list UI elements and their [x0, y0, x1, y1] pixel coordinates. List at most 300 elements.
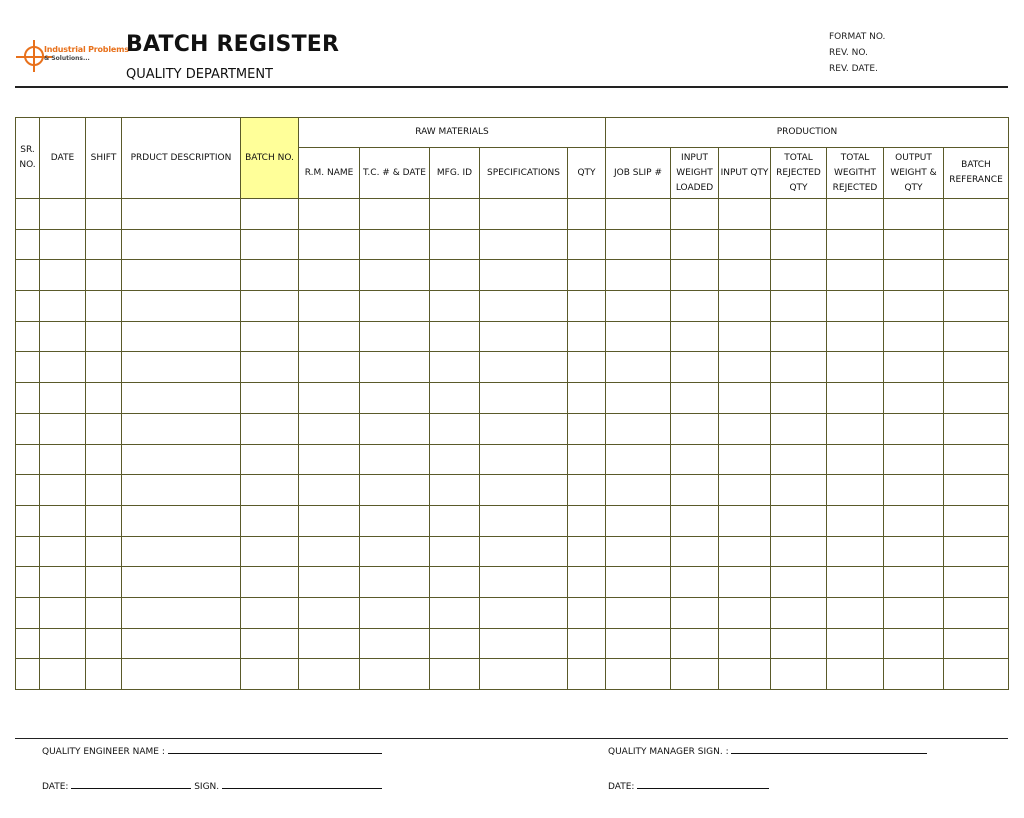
table-cell[interactable]: [771, 229, 827, 260]
table-cell[interactable]: [606, 444, 671, 475]
table-cell[interactable]: [568, 199, 606, 230]
table-cell[interactable]: [827, 475, 884, 506]
table-cell[interactable]: [241, 597, 299, 628]
table-cell[interactable]: [944, 505, 1009, 536]
table-cell[interactable]: [299, 628, 360, 659]
table-cell[interactable]: [16, 199, 40, 230]
table-cell[interactable]: [86, 229, 122, 260]
table-cell[interactable]: [884, 444, 944, 475]
table-cell[interactable]: [299, 321, 360, 352]
table-cell[interactable]: [568, 597, 606, 628]
table-cell[interactable]: [568, 383, 606, 414]
table-cell[interactable]: [122, 413, 241, 444]
table-cell[interactable]: [241, 383, 299, 414]
col-total-weight-rejected: TOTAL WEGITHT REJECTED: [827, 148, 884, 199]
table-cell[interactable]: [719, 659, 771, 690]
table-cell[interactable]: [299, 383, 360, 414]
table-cell[interactable]: [671, 475, 719, 506]
table-cell[interactable]: [40, 597, 86, 628]
table-cell[interactable]: [671, 321, 719, 352]
table-cell[interactable]: [16, 383, 40, 414]
table-row: [16, 628, 1009, 659]
table-cell[interactable]: [360, 659, 430, 690]
footer-divider: [15, 738, 1008, 739]
table-cell[interactable]: [944, 383, 1009, 414]
table-cell[interactable]: [480, 659, 568, 690]
table-cell[interactable]: [944, 260, 1009, 291]
logo-text-line1: Industrial Problems: [44, 45, 129, 54]
table-cell[interactable]: [827, 659, 884, 690]
table-cell[interactable]: [122, 475, 241, 506]
table-cell[interactable]: [771, 383, 827, 414]
table-cell[interactable]: [299, 229, 360, 260]
table-cell[interactable]: [568, 536, 606, 567]
table-cell[interactable]: [16, 260, 40, 291]
table-cell[interactable]: [430, 475, 480, 506]
table-cell[interactable]: [430, 444, 480, 475]
table-cell[interactable]: [719, 199, 771, 230]
table-cell[interactable]: [568, 505, 606, 536]
table-cell[interactable]: [360, 567, 430, 598]
table-cell[interactable]: [241, 413, 299, 444]
table-cell[interactable]: [771, 597, 827, 628]
table-cell[interactable]: [40, 475, 86, 506]
table-cell[interactable]: [719, 321, 771, 352]
table-row: [16, 567, 1009, 598]
table-cell[interactable]: [86, 505, 122, 536]
table-cell[interactable]: [16, 444, 40, 475]
table-cell[interactable]: [299, 505, 360, 536]
table-cell[interactable]: [568, 413, 606, 444]
table-cell[interactable]: [299, 291, 360, 322]
table-cell[interactable]: [430, 229, 480, 260]
table-cell[interactable]: [719, 536, 771, 567]
table-row: [16, 536, 1009, 567]
table-cell[interactable]: [86, 628, 122, 659]
table-cell[interactable]: [827, 413, 884, 444]
col-job-slip: JOB SLIP #: [606, 148, 671, 199]
table-cell[interactable]: [299, 536, 360, 567]
table-cell[interactable]: [771, 444, 827, 475]
table-cell[interactable]: [86, 321, 122, 352]
table-cell[interactable]: [430, 628, 480, 659]
table-cell[interactable]: [86, 567, 122, 598]
table-cell[interactable]: [480, 444, 568, 475]
table-cell[interactable]: [16, 659, 40, 690]
table-cell[interactable]: [884, 413, 944, 444]
table-cell[interactable]: [16, 567, 40, 598]
table-cell[interactable]: [299, 352, 360, 383]
table-cell[interactable]: [884, 628, 944, 659]
table-cell[interactable]: [827, 199, 884, 230]
table-cell[interactable]: [86, 475, 122, 506]
table-cell[interactable]: [16, 475, 40, 506]
table-cell[interactable]: [40, 291, 86, 322]
table-cell[interactable]: [480, 567, 568, 598]
table-cell[interactable]: [827, 260, 884, 291]
table-cell[interactable]: [480, 505, 568, 536]
table-cell[interactable]: [360, 505, 430, 536]
table-cell[interactable]: [430, 352, 480, 383]
table-cell[interactable]: [606, 628, 671, 659]
table-cell[interactable]: [944, 444, 1009, 475]
table-cell[interactable]: [16, 505, 40, 536]
table-cell[interactable]: [827, 291, 884, 322]
table-row: [16, 352, 1009, 383]
table-cell[interactable]: [480, 475, 568, 506]
table-cell[interactable]: [771, 291, 827, 322]
table-cell[interactable]: [360, 413, 430, 444]
date-field-right[interactable]: [637, 780, 769, 789]
table-cell[interactable]: [827, 229, 884, 260]
table-cell[interactable]: [86, 659, 122, 690]
table-cell[interactable]: [771, 321, 827, 352]
table-cell[interactable]: [40, 260, 86, 291]
table-cell[interactable]: [299, 567, 360, 598]
table-cell[interactable]: [719, 352, 771, 383]
table-cell[interactable]: [568, 567, 606, 598]
table-cell[interactable]: [606, 413, 671, 444]
table-cell[interactable]: [430, 659, 480, 690]
table-cell[interactable]: [944, 229, 1009, 260]
table-cell[interactable]: [771, 199, 827, 230]
table-cell[interactable]: [122, 444, 241, 475]
table-cell[interactable]: [241, 321, 299, 352]
table-cell[interactable]: [480, 597, 568, 628]
table-cell[interactable]: [480, 229, 568, 260]
table-cell[interactable]: [122, 321, 241, 352]
table-cell[interactable]: [771, 505, 827, 536]
quality-engineer-name-line: [42, 745, 382, 757]
table-cell[interactable]: [86, 597, 122, 628]
table-cell[interactable]: [884, 536, 944, 567]
table-cell[interactable]: [430, 567, 480, 598]
sign-field[interactable]: [222, 780, 382, 789]
table-cell[interactable]: [671, 352, 719, 383]
table-cell[interactable]: [241, 444, 299, 475]
table-cell[interactable]: [671, 659, 719, 690]
table-cell[interactable]: [40, 567, 86, 598]
table-cell[interactable]: [606, 229, 671, 260]
table-cell[interactable]: [241, 260, 299, 291]
table-cell[interactable]: [671, 291, 719, 322]
table-cell[interactable]: [671, 199, 719, 230]
quality-engineer-name-field[interactable]: [168, 745, 382, 754]
quality-manager-sign-label: QUALITY MANAGER SIGN. :: [608, 747, 729, 757]
table-cell[interactable]: [771, 567, 827, 598]
table-cell[interactable]: [241, 475, 299, 506]
table-cell[interactable]: [771, 413, 827, 444]
table-cell[interactable]: [480, 383, 568, 414]
table-cell[interactable]: [719, 229, 771, 260]
table-cell[interactable]: [241, 536, 299, 567]
table-cell[interactable]: [122, 199, 241, 230]
table-cell[interactable]: [241, 291, 299, 322]
table-cell[interactable]: [771, 628, 827, 659]
table-cell[interactable]: [360, 260, 430, 291]
table-cell[interactable]: [480, 199, 568, 230]
table-cell[interactable]: [16, 291, 40, 322]
table-cell[interactable]: [430, 291, 480, 322]
table-cell[interactable]: [360, 536, 430, 567]
table-cell[interactable]: [40, 413, 86, 444]
table-cell[interactable]: [430, 597, 480, 628]
table-cell[interactable]: [86, 291, 122, 322]
table-cell[interactable]: [40, 444, 86, 475]
logo-text-line2: & Solutions...: [44, 55, 90, 62]
table-cell[interactable]: [568, 659, 606, 690]
table-cell[interactable]: [241, 628, 299, 659]
table-cell[interactable]: [360, 597, 430, 628]
table-cell[interactable]: [241, 659, 299, 690]
table-cell[interactable]: [719, 444, 771, 475]
table-cell[interactable]: [40, 659, 86, 690]
table-cell[interactable]: [884, 260, 944, 291]
table-cell[interactable]: [122, 383, 241, 414]
table-cell[interactable]: [360, 229, 430, 260]
table-cell[interactable]: [944, 291, 1009, 322]
table-cell[interactable]: [430, 505, 480, 536]
table-cell[interactable]: [568, 321, 606, 352]
table-cell[interactable]: [827, 321, 884, 352]
table-cell[interactable]: [944, 536, 1009, 567]
table-cell[interactable]: [86, 536, 122, 567]
table-cell[interactable]: [671, 567, 719, 598]
table-row: [16, 260, 1009, 291]
table-cell[interactable]: [122, 291, 241, 322]
table-cell[interactable]: [944, 321, 1009, 352]
table-cell[interactable]: [671, 383, 719, 414]
table-cell[interactable]: [568, 229, 606, 260]
table-cell[interactable]: [827, 505, 884, 536]
table-cell[interactable]: [360, 291, 430, 322]
table-cell[interactable]: [360, 199, 430, 230]
table-cell[interactable]: [606, 352, 671, 383]
table-cell[interactable]: [86, 260, 122, 291]
table-cell[interactable]: [86, 444, 122, 475]
table-cell[interactable]: [241, 199, 299, 230]
table-cell[interactable]: [430, 321, 480, 352]
table-cell[interactable]: [606, 475, 671, 506]
table-cell[interactable]: [944, 475, 1009, 506]
table-cell[interactable]: [568, 291, 606, 322]
table-row: [16, 659, 1009, 690]
table-cell[interactable]: [16, 352, 40, 383]
table-cell[interactable]: [671, 628, 719, 659]
table-cell[interactable]: [16, 597, 40, 628]
table-cell[interactable]: [360, 383, 430, 414]
table-cell[interactable]: [827, 444, 884, 475]
table-cell[interactable]: [827, 352, 884, 383]
table-cell[interactable]: [430, 383, 480, 414]
table-cell[interactable]: [944, 659, 1009, 690]
table-cell[interactable]: [430, 536, 480, 567]
table-cell[interactable]: [122, 352, 241, 383]
table-cell[interactable]: [719, 413, 771, 444]
table-cell[interactable]: [606, 291, 671, 322]
table-cell[interactable]: [671, 413, 719, 444]
table-cell[interactable]: [360, 352, 430, 383]
group-production: PRODUCTION: [606, 118, 1009, 148]
table-cell[interactable]: [40, 628, 86, 659]
table-cell[interactable]: [827, 383, 884, 414]
table-cell[interactable]: [430, 199, 480, 230]
table-cell[interactable]: [430, 413, 480, 444]
table-cell[interactable]: [480, 260, 568, 291]
table-cell[interactable]: [86, 199, 122, 230]
date-line-right: [608, 780, 769, 792]
col-product-description: PRDUCT DESCRIPTION: [122, 118, 241, 199]
table-cell[interactable]: [671, 229, 719, 260]
table-cell[interactable]: [40, 199, 86, 230]
table-cell[interactable]: [771, 659, 827, 690]
table-cell[interactable]: [122, 628, 241, 659]
table-cell[interactable]: [241, 229, 299, 260]
table-cell[interactable]: [16, 229, 40, 260]
col-specifications: SPECIFICATIONS: [480, 148, 568, 199]
table-cell[interactable]: [671, 260, 719, 291]
table-cell[interactable]: [606, 597, 671, 628]
table-cell[interactable]: [86, 413, 122, 444]
table-cell[interactable]: [40, 505, 86, 536]
table-cell[interactable]: [606, 536, 671, 567]
table-cell[interactable]: [299, 413, 360, 444]
table-cell[interactable]: [299, 260, 360, 291]
table-cell[interactable]: [771, 260, 827, 291]
table-cell[interactable]: [568, 352, 606, 383]
table-cell[interactable]: [480, 352, 568, 383]
table-cell[interactable]: [122, 567, 241, 598]
table-cell[interactable]: [884, 383, 944, 414]
table-cell[interactable]: [944, 352, 1009, 383]
table-cell[interactable]: [606, 199, 671, 230]
table-cell[interactable]: [480, 321, 568, 352]
table-cell[interactable]: [719, 597, 771, 628]
table-cell[interactable]: [299, 475, 360, 506]
table-cell[interactable]: [360, 444, 430, 475]
table-cell[interactable]: [40, 321, 86, 352]
table-cell[interactable]: [40, 536, 86, 567]
table-cell[interactable]: [884, 567, 944, 598]
table-cell[interactable]: [568, 628, 606, 659]
table-cell[interactable]: [671, 597, 719, 628]
table-cell[interactable]: [480, 291, 568, 322]
batch-register-table: [15, 117, 1009, 690]
table-cell[interactable]: [241, 505, 299, 536]
table-cell[interactable]: [40, 352, 86, 383]
quality-manager-sign-field[interactable]: [731, 745, 927, 754]
table-cell[interactable]: [884, 505, 944, 536]
table-cell[interactable]: [944, 567, 1009, 598]
table-cell[interactable]: [884, 597, 944, 628]
table-cell[interactable]: [122, 659, 241, 690]
table-cell[interactable]: [360, 628, 430, 659]
table-cell[interactable]: [430, 260, 480, 291]
table-cell[interactable]: [884, 321, 944, 352]
table-cell[interactable]: [86, 383, 122, 414]
table-cell[interactable]: [606, 383, 671, 414]
col-total-rejected-qty: TOTAL REJECTED QTY: [771, 148, 827, 199]
table-cell[interactable]: [568, 444, 606, 475]
table-cell[interactable]: [16, 536, 40, 567]
table-cell[interactable]: [719, 475, 771, 506]
table-cell[interactable]: [884, 475, 944, 506]
table-cell[interactable]: [671, 444, 719, 475]
table-cell[interactable]: [719, 260, 771, 291]
table-cell[interactable]: [299, 444, 360, 475]
table-cell[interactable]: [719, 628, 771, 659]
table-cell[interactable]: [241, 567, 299, 598]
col-batch-no: BATCH NO.: [241, 118, 299, 199]
table-cell[interactable]: [884, 229, 944, 260]
table-cell[interactable]: [719, 383, 771, 414]
table-cell[interactable]: [360, 321, 430, 352]
table-cell[interactable]: [827, 628, 884, 659]
table-cell[interactable]: [299, 199, 360, 230]
table-cell[interactable]: [884, 199, 944, 230]
table-cell[interactable]: [241, 352, 299, 383]
table-cell[interactable]: [827, 567, 884, 598]
table-cell[interactable]: [40, 229, 86, 260]
table-cell[interactable]: [944, 413, 1009, 444]
table-cell[interactable]: [480, 536, 568, 567]
table-cell[interactable]: [771, 352, 827, 383]
table-cell[interactable]: [671, 536, 719, 567]
table-cell[interactable]: [606, 505, 671, 536]
table-cell[interactable]: [827, 536, 884, 567]
table-cell[interactable]: [944, 199, 1009, 230]
table-row: [16, 475, 1009, 506]
table-cell[interactable]: [884, 291, 944, 322]
table-cell[interactable]: [884, 659, 944, 690]
table-cell[interactable]: [771, 536, 827, 567]
table-cell[interactable]: [360, 475, 430, 506]
table-cell[interactable]: [16, 321, 40, 352]
col-shift: SHIFT: [86, 118, 122, 199]
table-cell[interactable]: [40, 383, 86, 414]
date-field[interactable]: [71, 780, 191, 789]
table-cell[interactable]: [299, 597, 360, 628]
table-cell[interactable]: [122, 536, 241, 567]
col-tc-date: T.C. # & DATE: [360, 148, 430, 199]
table-cell[interactable]: [16, 413, 40, 444]
table-cell[interactable]: [299, 659, 360, 690]
table-cell[interactable]: [122, 260, 241, 291]
table-cell[interactable]: [568, 260, 606, 291]
table-cell[interactable]: [606, 567, 671, 598]
table-cell[interactable]: [480, 413, 568, 444]
table-cell[interactable]: [568, 475, 606, 506]
table-cell[interactable]: [827, 597, 884, 628]
table-cell[interactable]: [944, 597, 1009, 628]
table-cell[interactable]: [606, 260, 671, 291]
table-cell[interactable]: [16, 628, 40, 659]
table-cell[interactable]: [122, 229, 241, 260]
table-cell[interactable]: [719, 291, 771, 322]
table-cell[interactable]: [884, 352, 944, 383]
table-cell[interactable]: [719, 567, 771, 598]
table-cell[interactable]: [944, 628, 1009, 659]
table-cell[interactable]: [671, 505, 719, 536]
table-cell[interactable]: [606, 659, 671, 690]
table-cell[interactable]: [122, 597, 241, 628]
table-cell[interactable]: [606, 321, 671, 352]
table-cell[interactable]: [86, 352, 122, 383]
table-cell[interactable]: [480, 628, 568, 659]
table-cell[interactable]: [719, 505, 771, 536]
table-cell[interactable]: [771, 475, 827, 506]
table-cell[interactable]: [122, 505, 241, 536]
